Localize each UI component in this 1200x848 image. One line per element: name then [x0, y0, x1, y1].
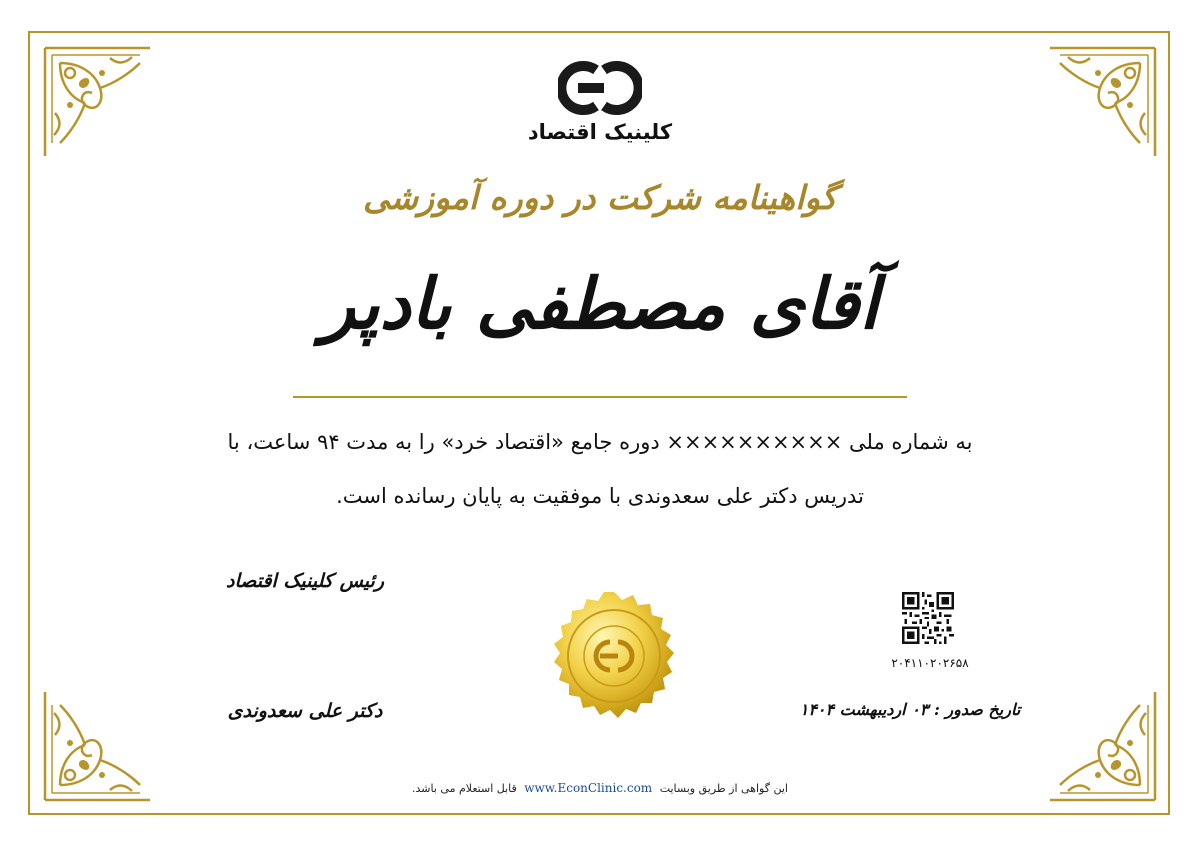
corner-ornament-icon	[40, 687, 155, 805]
econclinic-logo-icon	[558, 58, 642, 118]
brand-name: کلینیک اقتصاد	[527, 120, 673, 144]
issue-date: تاریخ صدور : ۰۳ اردیبهشت ۱۴۰۴	[799, 700, 1021, 719]
website-link[interactable]: www.EconClinic.com	[524, 781, 653, 795]
recipient-name: آقای مصطفی بادپر	[321, 262, 879, 345]
certificate-number: ۲۰۴۱۱۰۲۰۲۶۵۸	[891, 656, 969, 670]
corner-ornament-icon	[1045, 43, 1160, 161]
certificate-body-line-1: به شماره ملی ×××××××××× دوره جامع «اقتصاد خرد» را به مدت ۹۴ ساعت، با	[227, 430, 973, 454]
footer-prefix: این گواهی از طریق وبسایت	[659, 782, 788, 795]
gold-seal-icon	[540, 590, 688, 738]
signatory-name: دکتر علی سعدوندی	[227, 700, 383, 722]
signatory-title: رئیس کلینیک اقتصاد	[225, 570, 384, 592]
corner-ornament-icon	[40, 43, 155, 161]
verification-footer	[300, 781, 900, 795]
certificate-subtitle: گواهینامه شرکت در دوره آموزشی	[362, 178, 838, 217]
corner-ornament-icon	[1045, 687, 1160, 805]
footer-suffix: قابل استعلام می باشد.	[412, 782, 517, 795]
recipient-underline	[293, 396, 907, 398]
qr-code-icon[interactable]	[902, 592, 954, 644]
certificate-body-line-2: تدریس دکتر علی سعدوندی با موفقیت به پایان رسانده است.	[336, 484, 864, 508]
